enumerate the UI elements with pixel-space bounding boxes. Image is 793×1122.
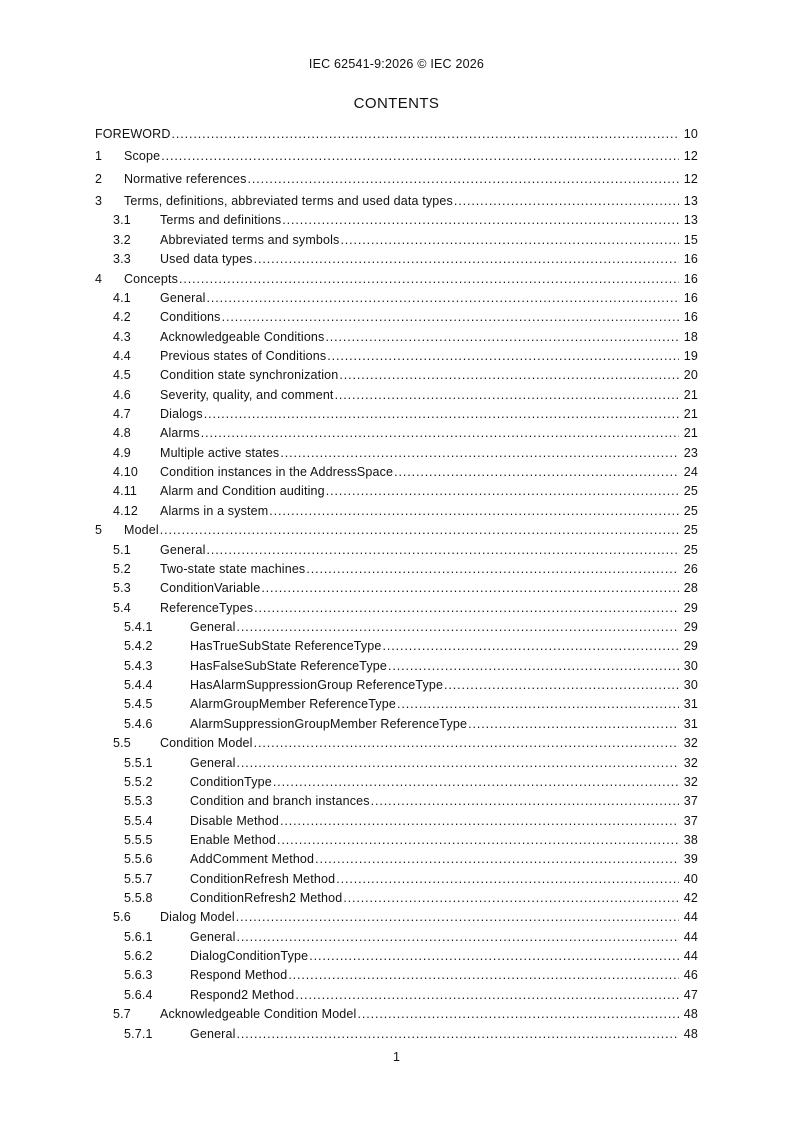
table-of-contents: [95, 125, 698, 1044]
toc-entry-title: Respond Method: [190, 968, 288, 983]
toc-entry-title: Two-state state machines: [160, 561, 306, 576]
toc-entry[interactable]: [95, 831, 698, 850]
toc-entry-title: AlarmSuppressionGroupMember ReferenceType: [190, 716, 468, 731]
toc-entry-number: 4.11: [113, 484, 138, 499]
toc-entry[interactable]: [95, 928, 698, 947]
toc-entry-page: 48: [683, 1026, 698, 1041]
toc-entry-title: ConditionType: [190, 774, 272, 789]
toc-entry-number: 4.6: [113, 387, 131, 402]
toc-entry-title: General: [160, 290, 206, 305]
dot-leader: [383, 637, 680, 656]
toc-entry-number: 5.4.3: [124, 658, 153, 673]
dot-leader: [357, 1005, 679, 1024]
toc-entry-number: 5.5.3: [124, 794, 153, 809]
toc-entry-page: 32: [683, 774, 698, 789]
dot-leader: [325, 328, 679, 347]
toc-entry-title: Alarms in a system: [160, 503, 269, 518]
toc-entry-title: Previous states of Conditions: [160, 348, 327, 363]
toc-entry-page: 25: [683, 523, 698, 538]
toc-entry-number: 5.5.2: [124, 774, 153, 789]
toc-entry-title: Acknowledgeable Conditions: [160, 329, 325, 344]
toc-entry[interactable]: [95, 270, 698, 289]
toc-entry[interactable]: [95, 812, 698, 831]
toc-entry-title: Condition and branch instances: [190, 794, 370, 809]
toc-entry-number: 5.5.5: [124, 832, 153, 847]
toc-entry-number: 5.5.7: [124, 871, 153, 886]
dot-leader: [172, 125, 680, 144]
toc-entry-number: 5: [95, 523, 103, 538]
toc-entry-title: AddComment Method: [190, 852, 315, 867]
toc-entry-page: 19: [683, 348, 698, 363]
toc-entry-number: 5.5.4: [124, 813, 153, 828]
dot-leader: [371, 792, 679, 811]
toc-entry-title: Enable Method: [190, 832, 277, 847]
dot-leader: [468, 715, 679, 734]
dot-leader: [336, 870, 679, 889]
toc-entry-number: 5.5.1: [124, 755, 153, 770]
toc-entry-page: 16: [683, 252, 698, 267]
toc-entry-title: HasTrueSubState ReferenceType: [190, 639, 382, 654]
toc-entry-page: 13: [683, 213, 698, 228]
toc-entry[interactable]: [95, 870, 698, 889]
toc-entry-number: 1: [95, 149, 103, 164]
toc-entry[interactable]: [95, 250, 698, 269]
toc-entry[interactable]: [95, 125, 698, 144]
toc-entry-number: 4: [95, 271, 103, 286]
toc-entry-number: 5.6.3: [124, 968, 153, 983]
toc-entry[interactable]: [95, 657, 698, 676]
dot-leader: [280, 444, 679, 463]
toc-entry[interactable]: [95, 424, 698, 443]
toc-entry-page: 12: [683, 171, 698, 186]
toc-entry[interactable]: [95, 908, 698, 927]
toc-entry-title: DialogConditionType: [190, 949, 309, 964]
toc-entry-page: 12: [683, 149, 698, 164]
toc-entry[interactable]: [95, 734, 698, 753]
toc-entry-page: 16: [683, 271, 698, 286]
dot-leader: [236, 908, 679, 927]
toc-entry-page: 37: [683, 794, 698, 809]
toc-entry-number: 5.6.4: [124, 987, 153, 1002]
dot-leader: [397, 695, 679, 714]
toc-entry[interactable]: [95, 637, 698, 656]
toc-entry-title: Multiple active states: [160, 445, 280, 460]
toc-entry-number: 5.5.6: [124, 852, 153, 867]
toc-entry[interactable]: [95, 502, 698, 521]
toc-entry-number: 5.7: [113, 1007, 131, 1022]
dot-leader: [269, 502, 679, 521]
toc-entry[interactable]: [95, 482, 698, 501]
toc-entry[interactable]: [95, 579, 698, 598]
toc-entry[interactable]: [95, 444, 698, 463]
dot-leader: [309, 947, 679, 966]
toc-entry-number: 5.7.1: [124, 1026, 153, 1041]
toc-entry-number: 4.4: [113, 348, 131, 363]
toc-entry[interactable]: [95, 366, 698, 385]
dot-leader: [237, 928, 679, 947]
dot-leader: [326, 482, 679, 501]
toc-entry[interactable]: [95, 676, 698, 695]
dot-leader: [288, 966, 679, 985]
toc-entry[interactable]: [95, 308, 698, 327]
dot-leader: [273, 773, 679, 792]
toc-entry[interactable]: [95, 850, 698, 869]
toc-entry-title: Scope: [124, 149, 161, 164]
toc-entry-page: 15: [683, 232, 698, 247]
toc-entry[interactable]: [95, 599, 698, 618]
dot-leader: [237, 754, 679, 773]
dot-leader: [280, 812, 679, 831]
toc-entry-number: 5.6: [113, 910, 131, 925]
toc-entry-title: Abbreviated terms and symbols: [160, 232, 340, 247]
toc-entry-page: 44: [683, 929, 698, 944]
toc-entry[interactable]: [95, 1005, 698, 1024]
toc-entry-title: Model: [124, 523, 159, 538]
toc-entry-title: General: [160, 542, 206, 557]
toc-entry-number: 4.8: [113, 426, 131, 441]
toc-entry-title: Concepts: [124, 271, 179, 286]
toc-entry[interactable]: [95, 773, 698, 792]
toc-entry-number: 5.1: [113, 542, 131, 557]
toc-entry[interactable]: [95, 463, 698, 482]
dot-leader: [207, 541, 679, 560]
toc-entry-title: Disable Method: [190, 813, 279, 828]
toc-entry-page: 31: [683, 697, 698, 712]
dot-leader: [204, 405, 679, 424]
toc-entry[interactable]: [95, 386, 698, 405]
toc-entry-page: 30: [683, 658, 698, 673]
dot-leader: [248, 170, 680, 189]
toc-entry[interactable]: [95, 889, 698, 908]
toc-entry-number: 3.3: [113, 252, 131, 267]
dot-leader: [343, 889, 679, 908]
dot-leader: [254, 250, 679, 269]
toc-entry-page: 42: [683, 891, 698, 906]
toc-entry-title: Severity, quality, and comment: [160, 387, 334, 402]
toc-entry-number: 5.4.6: [124, 716, 153, 731]
toc-entry-number: 3: [95, 194, 103, 209]
toc-entry-page: 44: [683, 910, 698, 925]
toc-entry-page: 30: [683, 678, 698, 693]
toc-entry-page: 13: [683, 194, 698, 209]
toc-entry-number: 5.4.5: [124, 697, 153, 712]
toc-entry-page: 25: [683, 542, 698, 557]
toc-entry-number: 5.2: [113, 561, 131, 576]
dot-leader: [295, 986, 679, 1005]
dot-leader: [315, 850, 679, 869]
toc-entry-page: 25: [683, 484, 698, 499]
toc-entry-title: General: [190, 755, 236, 770]
toc-entry-number: 5.4.2: [124, 639, 153, 654]
dot-leader: [161, 147, 679, 166]
toc-entry-number: 4.5: [113, 368, 131, 383]
toc-entry-page: 26: [683, 561, 698, 576]
toc-entry-page: 31: [683, 716, 698, 731]
toc-entry-number: 4.1: [113, 290, 131, 305]
dot-leader: [335, 386, 679, 405]
toc-entry[interactable]: [95, 289, 698, 308]
toc-entry-title: Terms, definitions, abbreviated terms and used data types: [124, 194, 453, 209]
dot-leader: [222, 308, 679, 327]
toc-entry-page: 25: [683, 503, 698, 518]
toc-entry-number: 4.3: [113, 329, 131, 344]
dot-leader: [394, 463, 679, 482]
toc-entry-title: General: [190, 619, 236, 634]
toc-entry[interactable]: [95, 1025, 698, 1044]
toc-entry[interactable]: [95, 541, 698, 560]
dot-leader: [327, 347, 679, 366]
toc-entry-number: 5.4: [113, 600, 131, 615]
toc-entry[interactable]: [95, 147, 698, 166]
toc-entry-number: 4.9: [113, 445, 131, 460]
toc-entry-number: 5.5: [113, 736, 131, 751]
toc-entry[interactable]: [95, 231, 698, 250]
toc-entry-title: General: [190, 1026, 236, 1041]
toc-entry-page: 47: [683, 987, 698, 1002]
toc-entry-page: 18: [683, 329, 698, 344]
toc-entry-number: 5.4.1: [124, 619, 153, 634]
toc-entry-page: 21: [683, 426, 698, 441]
toc-entry-page: 24: [683, 465, 698, 480]
toc-entry-title: Condition instances in the AddressSpace: [160, 465, 394, 480]
contents-title: CONTENTS: [353, 95, 440, 112]
toc-entry-page: 29: [683, 639, 698, 654]
page-number: 1: [393, 1050, 400, 1064]
dot-leader: [444, 676, 679, 695]
toc-entry[interactable]: [95, 192, 698, 211]
toc-entry[interactable]: [95, 754, 698, 773]
toc-entry-title: Conditions: [160, 310, 221, 325]
toc-entry-title: Used data types: [160, 252, 253, 267]
dot-leader: [306, 560, 679, 579]
toc-entry[interactable]: [95, 405, 698, 424]
dot-leader: [277, 831, 679, 850]
toc-entry-title: Dialog Model: [160, 910, 235, 925]
toc-entry-page: 40: [683, 871, 698, 886]
toc-entry-number: 4.2: [113, 310, 131, 325]
toc-entry-title: ConditionVariable: [160, 581, 261, 596]
toc-entry-title: Normative references: [124, 171, 247, 186]
dot-leader: [160, 521, 679, 540]
toc-entry[interactable]: [95, 560, 698, 579]
toc-entry-number: 4.7: [113, 407, 131, 422]
toc-entry-page: 37: [683, 813, 698, 828]
dot-leader: [254, 599, 679, 618]
toc-entry-page: 21: [683, 407, 698, 422]
toc-entry-title: Alarms: [160, 426, 200, 441]
toc-entry-title: FOREWORD: [95, 127, 171, 141]
toc-entry-title: AlarmGroupMember ReferenceType: [190, 697, 396, 712]
toc-entry-title: ReferenceTypes: [160, 600, 254, 615]
toc-entry-page: 29: [683, 600, 698, 615]
toc-entry-title: ConditionRefresh2 Method: [190, 891, 343, 906]
toc-entry-page: 39: [683, 852, 698, 867]
toc-entry[interactable]: [95, 695, 698, 714]
toc-entry-page: 21: [683, 387, 698, 402]
toc-entry[interactable]: [95, 328, 698, 347]
toc-entry[interactable]: [95, 211, 698, 230]
toc-entry-number: 5.5.8: [124, 891, 153, 906]
toc-entry-title: Condition state synchronization: [160, 368, 339, 383]
toc-entry-page: 23: [683, 445, 698, 460]
dot-leader: [179, 270, 679, 289]
toc-entry-title: ConditionRefresh Method: [190, 871, 336, 886]
dot-leader: [282, 211, 679, 230]
toc-entry-title: Dialogs: [160, 407, 203, 422]
toc-entry-page: 28: [683, 581, 698, 596]
toc-entry-number: 5.3: [113, 581, 131, 596]
toc-entry-number: 3.2: [113, 232, 131, 247]
toc-entry[interactable]: [95, 792, 698, 811]
toc-entry[interactable]: [95, 170, 698, 189]
toc-entry[interactable]: [95, 618, 698, 637]
dot-leader: [237, 1025, 679, 1044]
toc-entry-number: 5.6.2: [124, 949, 153, 964]
toc-entry[interactable]: [95, 966, 698, 985]
dot-leader: [254, 734, 679, 753]
toc-entry-page: 16: [683, 310, 698, 325]
toc-entry[interactable]: [95, 715, 698, 734]
toc-entry-number: 4.12: [113, 503, 138, 518]
toc-entry-page: 29: [683, 619, 698, 634]
toc-entry-number: 2: [95, 171, 103, 186]
toc-entry-page: 20: [683, 368, 698, 383]
toc-entry-title: HasFalseSubState ReferenceType: [190, 658, 387, 673]
toc-entry-title: Respond2 Method: [190, 987, 295, 1002]
toc-entry-page: 32: [683, 736, 698, 751]
toc-entry-title: Acknowledgeable Condition Model: [160, 1007, 357, 1022]
toc-entry-title: General: [190, 929, 236, 944]
toc-entry-title: Alarm and Condition auditing: [160, 484, 325, 499]
dot-leader: [388, 657, 679, 676]
toc-entry-number: 4.10: [113, 465, 138, 480]
toc-entry-page: 48: [683, 1007, 698, 1022]
toc-entry-page: 32: [683, 755, 698, 770]
toc-entry-page: 46: [683, 968, 698, 983]
toc-entry-number: 5.6.1: [124, 929, 153, 944]
toc-entry-number: 3.1: [113, 213, 131, 228]
dot-leader: [207, 289, 679, 308]
toc-entry-title: Condition Model: [160, 736, 253, 751]
toc-entry[interactable]: [95, 947, 698, 966]
dot-leader: [339, 366, 679, 385]
dot-leader: [340, 231, 679, 250]
toc-entry-title: Terms and definitions: [160, 213, 282, 228]
running-header: IEC 62541-9:2026 © IEC 2026: [308, 57, 485, 71]
dot-leader: [237, 618, 679, 637]
toc-entry[interactable]: [95, 347, 698, 366]
toc-entry-page: 10: [683, 127, 698, 141]
toc-entry[interactable]: [95, 521, 698, 540]
toc-entry-page: 38: [683, 832, 698, 847]
toc-entry-page: 16: [683, 290, 698, 305]
dot-leader: [454, 192, 679, 211]
toc-entry-title: HasAlarmSuppressionGroup ReferenceType: [190, 678, 444, 693]
toc-entry-number: 5.4.4: [124, 678, 153, 693]
toc-entry-page: 44: [683, 949, 698, 964]
dot-leader: [261, 579, 679, 598]
dot-leader: [201, 424, 679, 443]
toc-entry[interactable]: [95, 986, 698, 1005]
